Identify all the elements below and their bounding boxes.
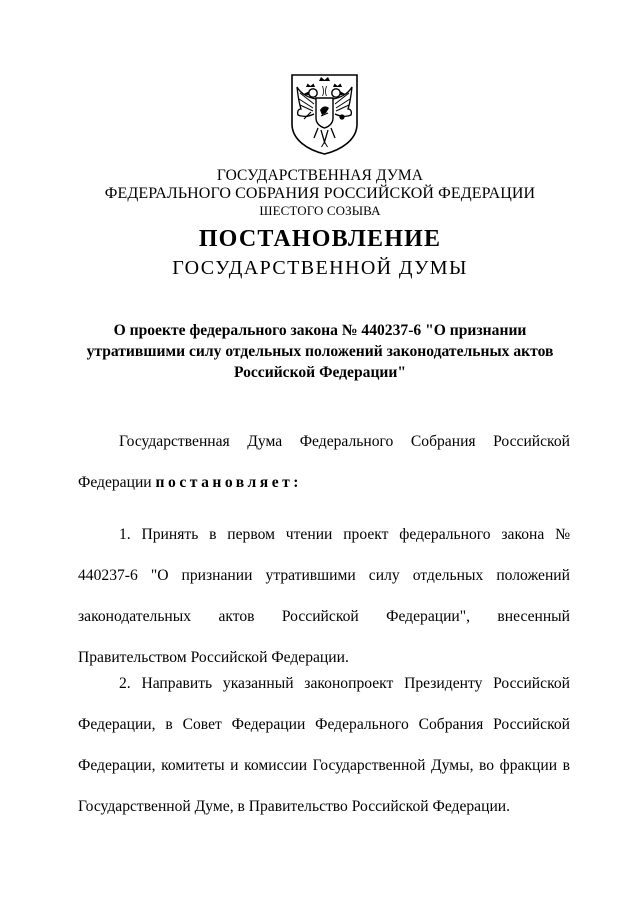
- resolution-intro: [78, 421, 570, 503]
- bill-caption-line: Российской Федерации": [233, 364, 407, 381]
- bill-caption: [60, 320, 580, 383]
- resolution-verb: постановляет:: [155, 474, 302, 491]
- coat-of-arms-icon: [289, 72, 360, 156]
- document-title: ПОСТАНОВЛЕНИЕ: [198, 226, 442, 252]
- bill-caption-line: О проекте федерального закона № 440237-6 "О признании: [113, 322, 527, 339]
- bill-caption-line: утратившими силу отдельных положений законодательных актов: [86, 343, 554, 360]
- clause-1: 1. Принять в первом чтении проект федерального закона № 440237-6 "О признании утратившими силу отдельных положений законодательных актов Российской Федерации", внесенный Правительством Российской Федерации.: [78, 526, 570, 666]
- header-chamber-name: ГОСУДАРСТВЕННАЯ ДУМА: [216, 167, 424, 184]
- header-convocation: ШЕСТОГО СОЗЫВА: [259, 203, 381, 218]
- document-subtitle: ГОСУДАРСТВЕННОЙ ДУМЫ: [172, 257, 468, 279]
- clause-2: 2. Направить указанный законопроект Президенту Российской Федерации, в Совет Федерации Федерального Собрания Российской Федерации, комитеты и комиссии Государственной Думы, во фракции в Государственной Думе, в Правительство Российской Федерации.: [78, 675, 570, 815]
- intro-text: Государственная Дума Федерального Собрания Российской Федерации: [78, 433, 570, 491]
- header-assembly-name: ФЕДЕРАЛЬНОГО СОБРАНИЯ РОССИЙСКОЙ ФЕДЕРАЦИИ: [104, 185, 536, 202]
